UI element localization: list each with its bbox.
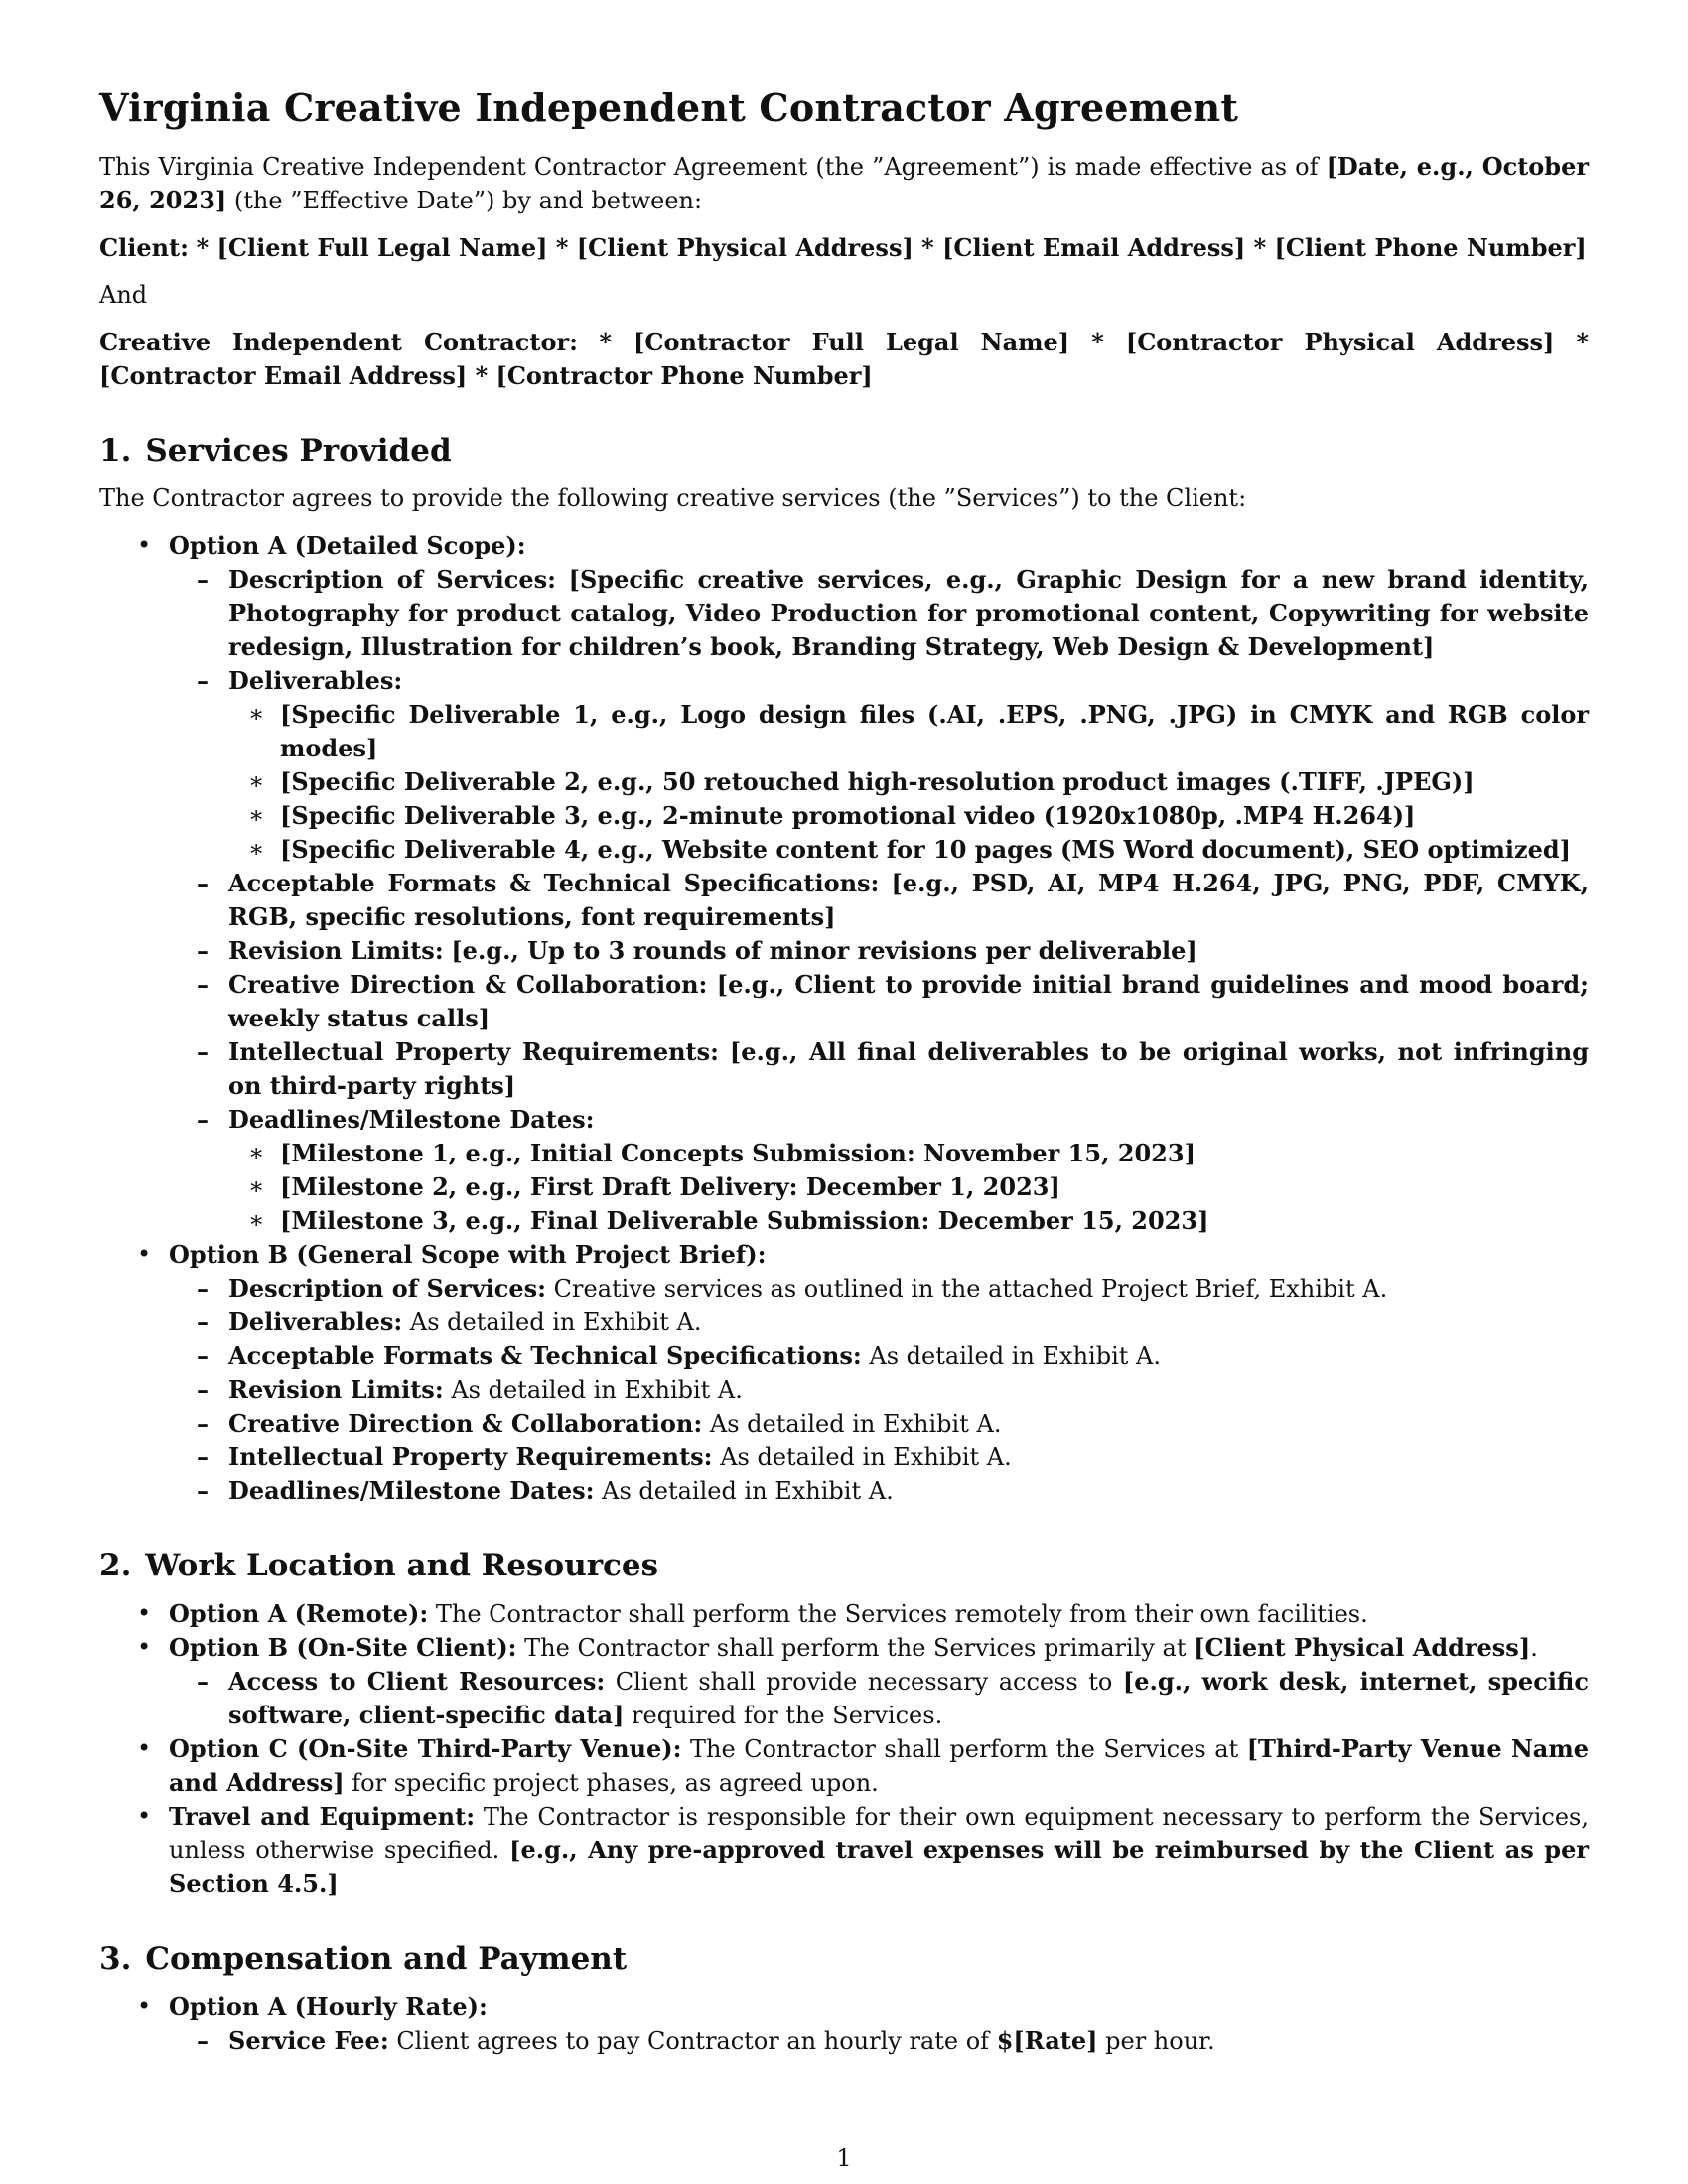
list-item <box>99 1990 1589 2058</box>
item-label: Service Fee: <box>228 2026 389 2055</box>
item-text: [e.g., PSD, AI, MP4 H.264, JPG, PNG, PDF, CMYK, RGB, specific resolutions, font requirements] <box>228 869 1589 931</box>
effective-date-placeholder: [Date, e.g., October 26, 2023] <box>99 152 1589 214</box>
item-text: As detailed in Exhibit A. <box>869 1342 1161 1370</box>
section-number: 2. <box>99 1548 132 1583</box>
deliverable-text: [Specific Deliverable 2, e.g., 50 retouched high-resolution product images (.TIFF, .JPEG)] <box>280 767 1475 796</box>
work-location-list <box>99 1597 1589 1901</box>
contractor-label: Creative Independent Contractor: <box>99 328 578 356</box>
list-item <box>169 563 1589 664</box>
item-label: Option C (On-Site Third-Party Venue): <box>169 1734 682 1763</box>
item-text: As detailed in Exhibit A. <box>451 1376 743 1404</box>
item-label: Revision Limits: <box>228 1375 444 1404</box>
option-label: Option A (Detailed Scope): <box>169 531 526 560</box>
item-text: Creative services as outlined in the attached Project Brief, Exhibit A. <box>553 1275 1388 1302</box>
list-item <box>169 934 1589 968</box>
on-site-details <box>169 1665 1589 1732</box>
and-text: And <box>99 281 148 309</box>
option-a-item <box>99 529 1589 1238</box>
item-text: As detailed in Exhibit A. <box>720 1443 1012 1471</box>
item-text: The Contractor shall perform the Services primarily at <box>524 1634 1195 1662</box>
item-text: The Contractor shall perform the Services remotely from their own facilities. <box>435 1600 1368 1628</box>
list-item <box>99 1631 1589 1732</box>
list-item <box>169 1035 1589 1103</box>
contractor-fields: * [Contractor Full Legal Name] * [Contractor Physical Address] * [Contractor Email Address] * [Contractor Phone Number] <box>99 328 1589 390</box>
document-page <box>99 85 1589 2058</box>
list-item <box>228 833 1589 867</box>
page-number: 1 <box>836 2144 852 2172</box>
item-label: Deliverables: <box>228 666 403 695</box>
client-label: Client: <box>99 233 189 262</box>
hourly-details <box>169 2024 1589 2058</box>
item-label: Intellectual Property Requirements: <box>228 1442 713 1471</box>
list-item <box>228 1137 1589 1170</box>
list-item <box>99 1800 1589 1901</box>
list-item <box>169 1474 1589 1508</box>
item-text-end: for specific project phases, as agreed upon. <box>344 1769 879 1797</box>
contractor-block <box>99 326 1589 393</box>
section-title: Compensation and Payment <box>145 1941 628 1977</box>
section-3-heading <box>99 1941 1589 1977</box>
item-label: Description of Services: <box>228 565 556 594</box>
document-title: Virginia Creative Independent Contractor Agreement <box>99 85 1239 130</box>
item-label: Revision Limits: <box>228 936 444 965</box>
section-number: 3. <box>99 1941 132 1977</box>
list-item <box>169 1339 1589 1373</box>
deliverable-text: [Specific Deliverable 4, e.g., Website content for 10 pages (MS Word document), SEO optimized] <box>280 835 1571 864</box>
intro-text-end: (the ”Effective Date”) by and between: <box>226 187 703 214</box>
list-item <box>228 1204 1589 1238</box>
milestone-text: [Milestone 2, e.g., First Draft Delivery: December 1, 2023] <box>280 1172 1060 1201</box>
item-text: [Specific creative services, e.g., Graphic Design for a new brand identity, Photography for product catalog, Video Production for promotional content, Copywriting for website redesign, Illustration for children’s book, Branding Strategy, Web Design & Development] <box>228 565 1589 661</box>
item-label: Creative Direction & Collaboration: <box>228 1409 703 1437</box>
list-item <box>169 1103 1589 1238</box>
item-text: [e.g., Client to provide initial brand guidelines and mood board; weekly status calls] <box>228 970 1589 1032</box>
item-text: As detailed in Exhibit A. <box>709 1410 1002 1437</box>
deliverable-text: [Specific Deliverable 1, e.g., Logo design files (.AI, .EPS, .PNG, .JPG) in CMYK and RGB color modes] <box>280 700 1589 762</box>
list-item <box>169 1665 1589 1732</box>
item-label: Travel and Equipment: <box>169 1802 476 1831</box>
option-label: Option A (Hourly Rate): <box>169 1992 488 2021</box>
services-options-list <box>99 529 1589 1508</box>
list-item <box>228 765 1589 799</box>
client-block <box>99 231 1589 265</box>
resources-placeholder: [e.g., work desk, internet, specific software, client-specific data] <box>228 1667 1589 1729</box>
list-item <box>169 968 1589 1035</box>
list-item <box>169 1407 1589 1440</box>
list-item <box>99 1732 1589 1800</box>
item-label: Option A (Remote): <box>169 1599 429 1628</box>
intro-paragraph <box>99 150 1589 217</box>
list-item <box>169 664 1589 867</box>
item-label: Description of Services: <box>228 1274 547 1302</box>
intro-text: This Virginia Creative Independent Contractor Agreement (the ”Agreement”) is made effective as of <box>99 153 1327 181</box>
item-text: The Contractor is responsible for their own equipment necessary to perform the Services, unless otherwise specified. <box>169 1803 1589 1864</box>
section-2-heading <box>99 1548 1589 1583</box>
item-text: Client agrees to pay Contractor an hourly rate of <box>396 2027 997 2055</box>
item-label: Deliverables: <box>228 1307 403 1336</box>
milestone-text: [Milestone 3, e.g., Final Deliverable Submission: December 15, 2023] <box>280 1206 1209 1235</box>
section-1-intro: The Contractor agrees to provide the following creative services (the ”Services”) to the Client: <box>99 484 1247 512</box>
section-title: Services Provided <box>145 433 452 469</box>
section-1-heading <box>99 433 1589 469</box>
item-text-end: . <box>1530 1634 1538 1662</box>
list-item <box>169 1440 1589 1474</box>
item-label: Intellectual Property Requirements: <box>228 1037 720 1066</box>
rate-placeholder: $[Rate] <box>996 2026 1098 2055</box>
item-label: Deadlines/Milestone Dates: <box>228 1105 595 1134</box>
venue-placeholder: [Third-Party Venue Name and Address] <box>169 1734 1590 1797</box>
list-item <box>169 1373 1589 1407</box>
item-text-end: per hour. <box>1097 2027 1215 2055</box>
item-label: Acceptable Formats & Technical Specifications: <box>228 869 880 897</box>
list-item <box>169 1272 1589 1305</box>
item-label: Option B (On-Site Client): <box>169 1633 517 1662</box>
list-item <box>99 1597 1589 1631</box>
deliverable-text: [Specific Deliverable 3, e.g., 2-minute promotional video (1920x1080p, .MP4 H.264)] <box>280 801 1416 830</box>
client-fields: * [Client Full Legal Name] * [Client Physical Address] * [Client Email Address] * [Client Phone Number] <box>196 233 1587 262</box>
client-address-placeholder: [Client Physical Address] <box>1194 1633 1531 1662</box>
travel-placeholder: [e.g., Any pre-approved travel expenses will be reimbursed by the Client as per Section 4.5.] <box>169 1836 1590 1898</box>
list-item <box>169 2024 1589 2058</box>
item-text: The Contractor shall perform the Services at <box>690 1735 1247 1763</box>
option-b-item <box>99 1238 1589 1508</box>
item-text-end: required for the Services. <box>624 1702 943 1729</box>
list-item <box>228 698 1589 765</box>
list-item <box>228 1170 1589 1204</box>
list-item <box>228 799 1589 833</box>
deliverables-list <box>228 698 1589 867</box>
section-title: Work Location and Resources <box>145 1548 659 1583</box>
item-label: Creative Direction & Collaboration: <box>228 970 708 999</box>
item-label: Access to Client Resources: <box>228 1667 606 1696</box>
item-text: As detailed in Exhibit A. <box>409 1308 702 1336</box>
item-text: [e.g., All final deliverables to be original works, not infringing on third-party rights] <box>228 1037 1589 1100</box>
compensation-list <box>99 1990 1589 2058</box>
milestone-text: [Milestone 1, e.g., Initial Concepts Submission: November 15, 2023] <box>280 1139 1196 1167</box>
item-text: [e.g., Up to 3 rounds of minor revisions per deliverable] <box>451 936 1197 965</box>
item-label: Acceptable Formats & Technical Specifications: <box>228 1341 862 1370</box>
option-b-details <box>169 1272 1589 1508</box>
list-item <box>169 1305 1589 1339</box>
option-a-details <box>169 563 1589 1238</box>
section-number: 1. <box>99 433 132 469</box>
item-text: Client shall provide necessary access to <box>615 1668 1123 1696</box>
item-label: Deadlines/Milestone Dates: <box>228 1476 595 1505</box>
option-label: Option B (General Scope with Project Brief): <box>169 1240 767 1269</box>
list-item <box>169 867 1589 934</box>
milestones-list <box>228 1137 1589 1238</box>
item-text: As detailed in Exhibit A. <box>602 1477 894 1505</box>
